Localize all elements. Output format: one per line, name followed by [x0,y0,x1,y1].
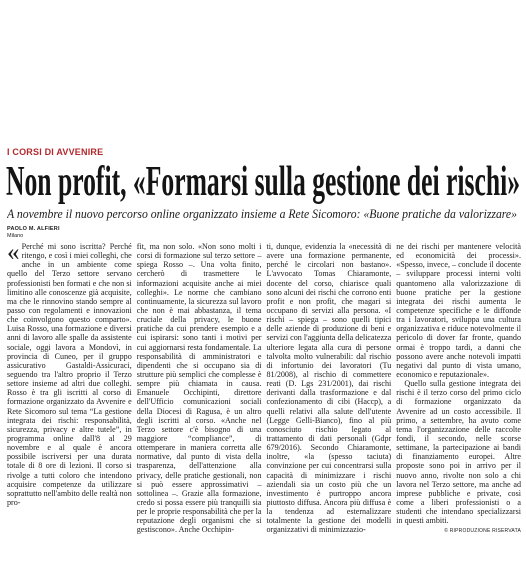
text-column-4 [396,242,521,535]
paragraph: fit, ma non solo. «Non sono molti i corsi di formazione sul terzo settore – spiega Rosso –. Una volta finito, cercherò di trasmettere le informazioni acquisite anche ai miei colleghi». Le norme che cambiano continuamente, la sicurezza sul lavoro che non è mai abbastanza, il tema cruciale della privacy, le buone pratiche da cui prendere esempio e a cui ispirarsi: sono tanti i motivi per cui aggiornarsi resta fondamentale. La responsabilità di amministratori e dipendenti che si occupano sia di strutture più semplici che complesse è sempre più chiamata in causa. Emanuele Occhipinti, direttore dell'Ufficio comunicazioni sociali della Diocesi di Ragusa, è un altro degli iscritti al corso. «Anche nel Terzo settore c'è bisogno di una maggiore “compliance”, di ottemperare in maniera corretta alle normative, dal punto di vista della trasparenza, dell'attenzione alla privacy, delle pratiche gestionali, non si può essere approssimativi – sottolinea –. Grazie alla formazione, credo si possa essere più tranquilli sia per le proprie responsabilità che per la reputazione degli organismi che si gestiscono». Anche Occhipin- [136,242,262,535]
paragraph: Quello sulla gestione integrata dei rischi è il terzo corso del primo ciclo di formazione organizzato da Avvenire ad un costo accessibile. Il primo, a settembre, ha avuto come tema l'organizzazione delle raccolte fondi, il secondo, nelle scorse settimane, la partecipazione ai bandi di finanziamento europei. Altre proposte sono poi in arrivo per il nuovo anno, rivolte non solo a chi lavora nel Terzo settore, ma anche ad imprese pubbliche e private, così come a liberi professionisti o a studenti che intendano specializzarsi in questi ambiti. [396,379,521,526]
subheadline-text: A novembre il nuovo percorso online organizzato insieme a Rete Sicomoro: «Buone pratiche da valorizzare» [7,207,517,221]
section-kicker: I CORSI DI AVVENIRE [7,147,104,157]
text-column-1 [7,239,132,507]
text-column-2 [137,242,262,535]
paragraph [7,239,132,507]
paragraph: ne dei rischi per mantenere velocità ed economicità dei processi». «Spesso, invece, – conclude il docente – sviluppare processi interni volti quantomeno alla valorizzazione di buone pratiche per la gestione integrata dei rischi aumenta le competenze specifiche e le diffonde tra i lavoratori, sviluppa una cultura organizzativa e riduce notevolmente il pericolo di dover far fronte, quando ormai è troppo tardi, a danni che possono avere anche notevoli impatti negativi dal punto di vista umano, economico e reputazionale». [396,242,521,379]
paragraph-text: Perché mi sono iscritta? Perché ritengo, e così i miei colleghi, che anche in un ambiente come quello del Terzo settore servano professionisti ben formati e che non si limitino alle conoscenze già acquisite, ma che le rinnovino stando sempre al passo con regolamenti e innovazioni che coinvolgono questo comparto». Luisa Rosso, una formazione e diversi anni di lavoro alle spalle da assistente sociale, oggi lavora a Mondovì, in provincia di Cuneo, per il gruppo assicurativo Gastaldi-Assicuraci, seguendo tra l'altro proprio il Terzo settore insieme ad altri due colleghi. Rosso è tra gli iscritti al corso di formazione organizzato da Avvenire e Rete Sicomoro sul tema “La gestione integrata dei rischi: responsabilità, sicurezza, privacy e altre tutele”, in programma online dall'8 al 29 novembre e al quale è ancora possibile iscriversi per una durata totale di 8 ore di lezioni. Il corso si rivolge a tutti coloro che intendono acquisire competenze da utilizzare soprattutto nell'ambito delle realtà non pro- [7,242,132,507]
byline [7,226,60,240]
drop-quote: « [7,239,20,266]
article-body [7,239,521,542]
byline-author: PAOLO M. ALFIERI [7,226,60,232]
byline-place: Milano [7,233,24,239]
headline [6,161,520,207]
copyright-notice: © RIPRODUZIONE RISERVATA [444,528,521,535]
text-column-3 [267,242,392,535]
paragraph: ti, dunque, evidenzia la «necessità di avere una formazione permanente, perché le circolari non bastano». L'avvocato Tomas Chiaramonte, docente del corso, chiarisce quali sono alcuni dei rischi che corrono enti profit e non profit, che magari si occupano di servizi alla persona. «I rischi – spiega – sono quelli tipici delle aziende di produzione di beni e servizi con l'aggiunta della delicatezza ulteriore legata alla cura di persone talvolta molto vulnerabili: dal rischio di infortunio dei lavoratori (Tu 81/2008), al rischio di commettere reati (D. Lgs 231/2001), dai rischi derivanti dalla trasformazione e dal confezionamento di cibi (Haccp), a quelli relativi alla salute dell'utente (Legge Gelli-Bianco), fino al più conosciuto rischio legato al trattamento di dati personali (Gdpr 679/2016). Secondo Chiaramonte, inoltre, «la (spesso taciuta) convinzione per cui concentrarsi sulla capacità di minimizzare i rischi aziendali sia un costo più che un investimento è purtroppo ancora piuttosto diffusa. Ancora più diffusa è la tendenza ad esternalizzare totalmente la gestione dei modelli organizzativi di minimizzazio- [266,242,392,535]
headline-text: Non profit, «Formarsi sulla gestione dei rischi» [6,161,520,205]
subheadline [7,207,519,223]
